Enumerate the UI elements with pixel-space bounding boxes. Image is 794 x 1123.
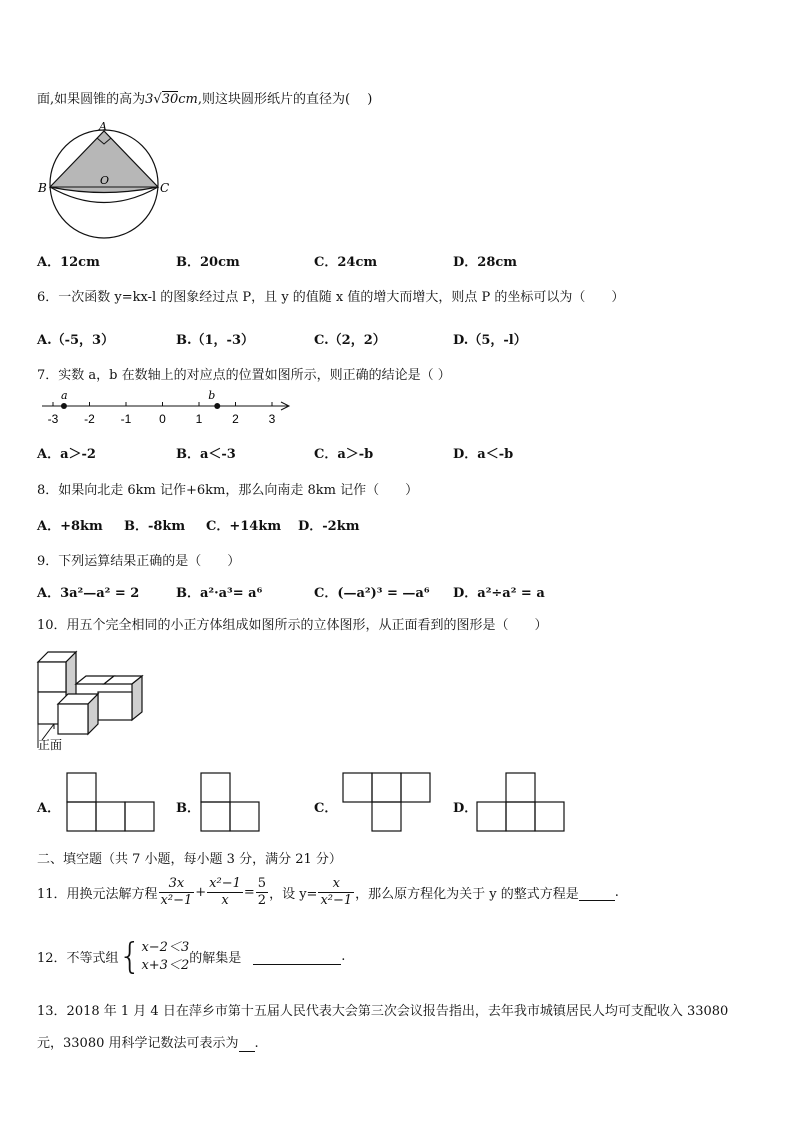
q12-prefix: 12．不等式组: [37, 951, 119, 966]
q9-option-c[interactable]: C．(—a²)³ = —a⁶: [314, 586, 430, 601]
q5-option-d[interactable]: D．28cm: [453, 255, 518, 270]
q5-height-coef: 3: [145, 92, 154, 107]
q5-sqrt-arg: 30: [161, 92, 179, 107]
q11-fraction-2: $\frac{\text{x²−1}}{x}$: [209, 876, 241, 908]
q7-point-a: [61, 403, 67, 409]
q7-stem: 7．实数 a，b 在数轴上的对应点的位置如图所示，则正确的结论是（ ）: [37, 368, 451, 383]
q5-option-b[interactable]: B．20cm: [176, 255, 240, 270]
q5-label-o: O: [100, 174, 110, 187]
q10-cubes-figure: [34, 648, 144, 756]
q8-option-d[interactable]: D．-2km: [298, 519, 360, 534]
q12-end: .: [341, 949, 346, 964]
q10-stem: 10．用五个完全相同的小正方体组成如图所示的立体图形，从正面看到的图形是（ ）: [37, 618, 548, 633]
q13-line-1: 13．2018 年 1 月 4 日在萍乡市第十五届人民代表大会第三次会议报告指出，去年我市城镇居民人均可支配收入 33080: [37, 1004, 729, 1019]
q7-label-b: b: [208, 389, 216, 402]
q11-fraction-1: $\frac{3x}{\text{x²−1}}$: [160, 876, 193, 908]
q11-equals: =: [243, 885, 255, 900]
q11-answer-blank[interactable]: [579, 885, 615, 901]
q6-option-a[interactable]: A.（-5，3）: [37, 333, 115, 348]
q11-stem: [37, 876, 619, 909]
section-fill-in-title: 二、填空题（共 7 小题，每小题 3 分，满分 21 分）: [37, 852, 342, 867]
q13-end: .: [254, 1036, 259, 1051]
q8-option-a[interactable]: A．+8km: [37, 519, 103, 534]
q7-axis-tick-label: 0: [159, 412, 166, 426]
q12-suffix: 的解集是: [189, 951, 242, 966]
q10-front-label: 正面: [38, 738, 63, 752]
q9-option-b[interactable]: B．a²·a³= a⁶: [176, 586, 263, 601]
q7-label-a: a: [60, 389, 68, 402]
q7-number-line: [38, 388, 296, 428]
q6-option-c[interactable]: C.（2，2）: [314, 333, 386, 348]
q8-option-b[interactable]: B．-8km: [124, 519, 186, 534]
q10-option-c-figure[interactable]: [342, 772, 434, 834]
sqrt-symbol: √: [153, 92, 162, 107]
q5-label-c: C: [160, 181, 169, 195]
q5-circle-figure: [34, 118, 169, 243]
q11-fraction-4: $\frac{x}{\text{x²−1}}$: [320, 876, 353, 908]
q11-plus: +: [195, 885, 207, 900]
q11-end: .: [614, 885, 619, 900]
q12-inequality-2: x+3＜2: [141, 957, 190, 973]
q7-axis-tick-label: -2: [84, 412, 95, 426]
q10-option-b-figure[interactable]: [200, 772, 264, 834]
q5-label-b: B: [38, 181, 47, 195]
q7-axis-tick-label: -1: [120, 412, 132, 426]
q10-option-a-figure[interactable]: [66, 772, 158, 834]
q7-option-b[interactable]: B．a＜-3: [176, 447, 236, 462]
q9-stem: 9．下列运算结果正确的是（ ）: [37, 554, 241, 569]
q10-option-c-letter[interactable]: C．: [314, 801, 338, 816]
q7-option-c[interactable]: C．a＞-b: [314, 447, 374, 462]
q7-option-d[interactable]: D．a＜-b: [453, 447, 514, 462]
q13-line-2-text: 元，33080 用科学记数法可表示为: [37, 1036, 239, 1051]
q5-label-a: A: [99, 120, 107, 133]
q7-axis-tick-label: 2: [232, 412, 239, 426]
q9-option-d[interactable]: D．a²÷a² = a: [453, 586, 545, 601]
q5-option-c[interactable]: C．24cm: [314, 255, 378, 270]
q5-option-a[interactable]: A．12cm: [37, 255, 100, 270]
q7-axis-tick-label: 1: [195, 412, 203, 426]
q8-stem: 8．如果向北走 6km 记作+6km，那么向南走 8km 记作（ ）: [37, 483, 419, 498]
q12-system: [141, 939, 189, 975]
q10-option-a-letter[interactable]: A．: [37, 801, 61, 816]
q6-stem: 6．一次函数 y=kx-l 的图象经过点 P，且 y 的值随 x 值的增大而增大，则点 P 的坐标可以为（ ）: [37, 290, 625, 305]
q5-stem: [37, 88, 372, 107]
q7-option-a[interactable]: A．a＞-2: [37, 447, 96, 462]
q8-option-c[interactable]: C．+14km: [206, 519, 282, 534]
q13-line-2: [37, 1032, 259, 1052]
q12-brace: {: [118, 936, 142, 977]
q6-option-b[interactable]: B.（1，-3）: [176, 333, 255, 348]
q5-stem-after: ,则这块圆形纸片的直径为( ): [197, 92, 373, 107]
q12-inequality-1: x−2＜3: [141, 939, 190, 955]
q11-middle: ，设 y=: [269, 887, 318, 902]
q7-axis-tick-label: -3: [47, 412, 59, 426]
q6-option-d[interactable]: D.（5，-l）: [453, 333, 527, 348]
q12-stem: [37, 936, 345, 977]
q7-point-b: [214, 403, 220, 409]
q10-option-d-letter[interactable]: D．: [453, 801, 478, 816]
q5-unit: cm: [178, 92, 198, 107]
q11-fraction-3: $\frac{5}{2}$: [257, 876, 267, 908]
q11-prefix: 11．用换元法解方程: [37, 887, 158, 902]
q10-option-b-letter[interactable]: B．: [176, 801, 200, 816]
q12-answer-blank[interactable]: [253, 949, 341, 965]
q13-answer-blank[interactable]: [239, 1036, 255, 1052]
q9-option-a[interactable]: A．3a²—a² = 2: [37, 586, 140, 601]
q11-suffix: ，那么原方程化为关于 y 的整式方程是: [355, 887, 579, 902]
q10-option-d-figure[interactable]: [476, 772, 568, 834]
q7-axis-tick-label: 3: [268, 412, 276, 426]
q5-stem-before: 面,如果圆锥的高为: [37, 92, 146, 107]
